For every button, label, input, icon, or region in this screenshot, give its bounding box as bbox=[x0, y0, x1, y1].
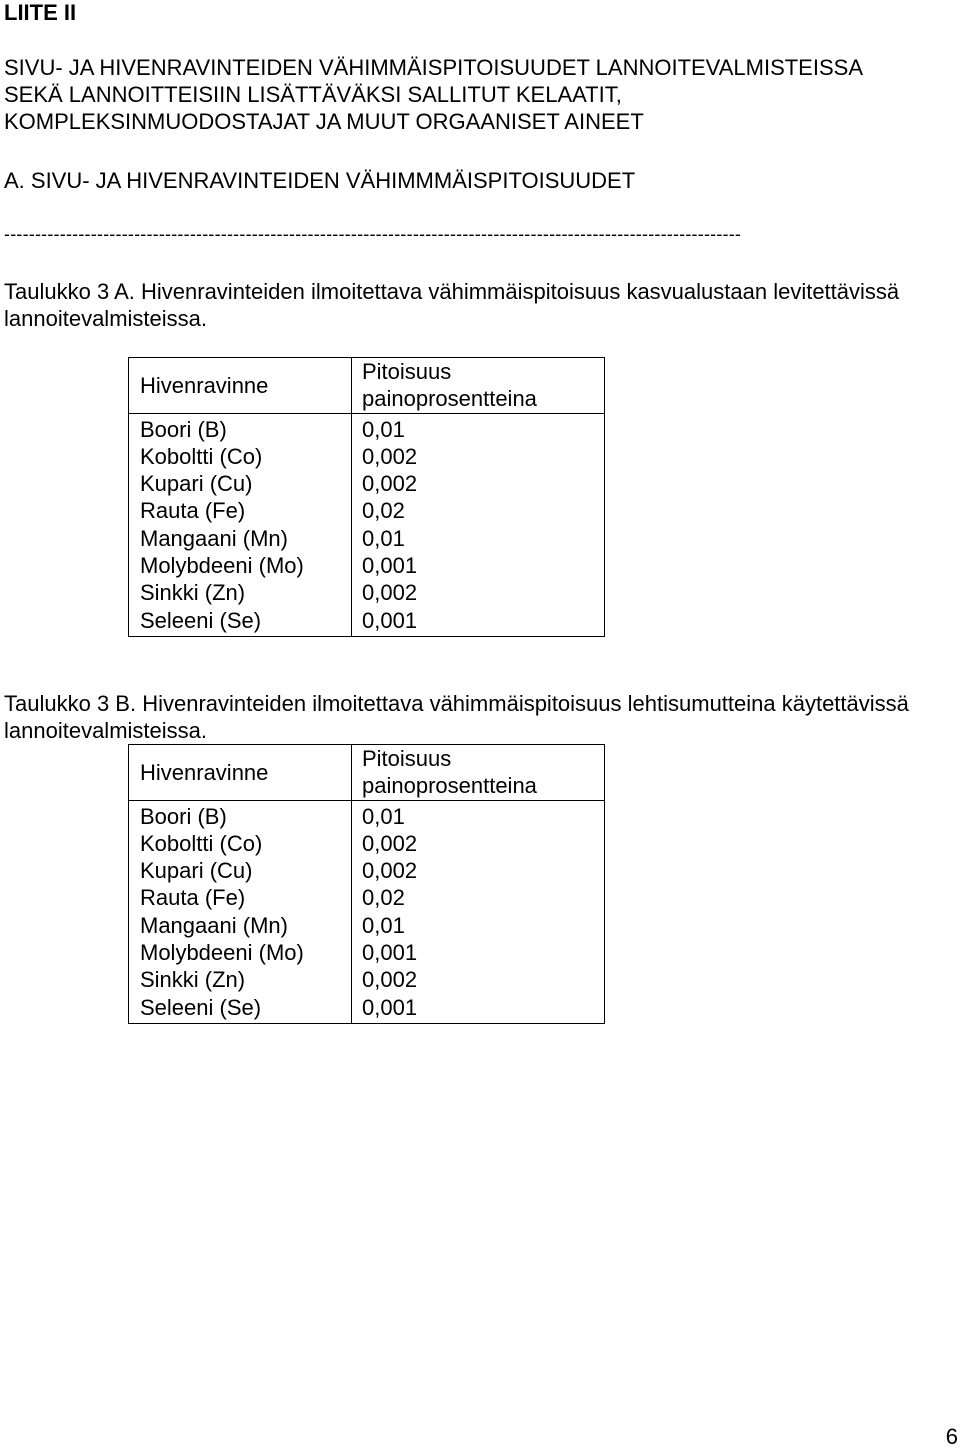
value-cell: 0,002 bbox=[362, 443, 418, 469]
page-number: 6 bbox=[945, 1424, 958, 1449]
table-a-caption bbox=[4, 278, 956, 332]
nutrient-cell: Mangaani (Mn) bbox=[140, 912, 288, 938]
header-content bbox=[352, 745, 605, 801]
table-a bbox=[128, 357, 605, 637]
heading-line: KOMPLEKSINMUODOSTAJAT JA MUUT ORGAANISET AINEET bbox=[4, 109, 644, 134]
value-cell: 0,002 bbox=[362, 830, 418, 856]
nutrient-cell: Kupari (Cu) bbox=[140, 471, 253, 497]
header-nutrient: Hivenravinne bbox=[129, 358, 352, 414]
value-cell: 0,001 bbox=[362, 940, 418, 966]
value-cell: 0,02 bbox=[362, 885, 405, 911]
value-cell: 0,01 bbox=[362, 803, 405, 829]
nutrient-cell: Molybdeeni (Mo) bbox=[140, 553, 304, 579]
value-cell: 0,002 bbox=[362, 471, 418, 497]
nutrient-cell: Seleeni (Se) bbox=[140, 607, 262, 633]
table-b-caption-label: Taulukko 3 B. bbox=[4, 691, 137, 716]
section-title: A. SIVU- JA HIVENRAVINTEIDEN VÄHIMMMÄISPITOISUUDET bbox=[4, 168, 636, 193]
value-cell: 0,002 bbox=[362, 967, 418, 993]
value-column bbox=[352, 413, 605, 636]
table-b-caption-text: Hivenravinteiden ilmoitettava vähimmäispitoisuus lehtisumutteina käytettävissä lannoitevalmisteissa. bbox=[4, 691, 909, 743]
table-header-row bbox=[129, 358, 605, 414]
heading-line: SIVU- JA HIVENRAVINTEIDEN VÄHIMMÄISPITOISUUDET LANNOITEVALMISTEISSA bbox=[4, 55, 863, 80]
value-cell: 0,01 bbox=[362, 416, 405, 442]
value-cell: 0,001 bbox=[362, 553, 418, 579]
header-content-text: Pitoisuus painoprosentteina bbox=[362, 746, 537, 799]
table-a-caption-label: Taulukko 3 A. bbox=[4, 279, 135, 304]
table-header-row bbox=[129, 745, 605, 801]
nutrient-cell: Rauta (Fe) bbox=[140, 885, 246, 911]
dashed-divider: ----------------------------------------------------------------------------------------------------------------------- bbox=[4, 224, 742, 244]
nutrient-column bbox=[129, 413, 352, 636]
value-cell: 0,02 bbox=[362, 498, 405, 524]
nutrient-cell: Seleeni (Se) bbox=[140, 994, 262, 1020]
nutrient-cell: Boori (B) bbox=[140, 416, 227, 442]
appendix-title: LIITE II bbox=[4, 0, 77, 25]
header-content-text: Pitoisuus painoprosentteina bbox=[362, 359, 537, 412]
value-cell: 0,01 bbox=[362, 525, 405, 551]
heading-line: SEKÄ LANNOITTEISIIN LISÄTTÄVÄKSI SALLITUT KELAATIT, bbox=[4, 82, 622, 107]
table-a-caption-text: Hivenravinteiden ilmoitettava vähimmäispitoisuus kasvualustaan levitettävissä lannoitevalmisteissa. bbox=[4, 279, 900, 331]
table-body-row bbox=[129, 413, 605, 636]
value-column bbox=[352, 800, 605, 1023]
nutrient-cell: Kupari (Cu) bbox=[140, 858, 253, 884]
nutrient-cell: Koboltti (Co) bbox=[140, 443, 263, 469]
nutrient-cell: Boori (B) bbox=[140, 803, 227, 829]
nutrient-column bbox=[129, 800, 352, 1023]
value-cell: 0,001 bbox=[362, 994, 418, 1020]
value-cell: 0,002 bbox=[362, 580, 418, 606]
nutrient-cell: Sinkki (Zn) bbox=[140, 967, 246, 993]
nutrient-cell: Koboltti (Co) bbox=[140, 830, 263, 856]
table-body-row bbox=[129, 800, 605, 1023]
value-cell: 0,01 bbox=[362, 912, 405, 938]
nutrient-cell: Rauta (Fe) bbox=[140, 498, 246, 524]
header-nutrient: Hivenravinne bbox=[129, 745, 352, 801]
table-b bbox=[128, 744, 605, 1024]
document-heading bbox=[4, 54, 954, 135]
nutrient-cell: Molybdeeni (Mo) bbox=[140, 940, 304, 966]
value-cell: 0,002 bbox=[362, 858, 418, 884]
value-cell: 0,001 bbox=[362, 607, 418, 633]
table-b-caption bbox=[4, 690, 956, 744]
header-content bbox=[352, 358, 605, 414]
nutrient-cell: Sinkki (Zn) bbox=[140, 580, 246, 606]
nutrient-cell: Mangaani (Mn) bbox=[140, 525, 288, 551]
